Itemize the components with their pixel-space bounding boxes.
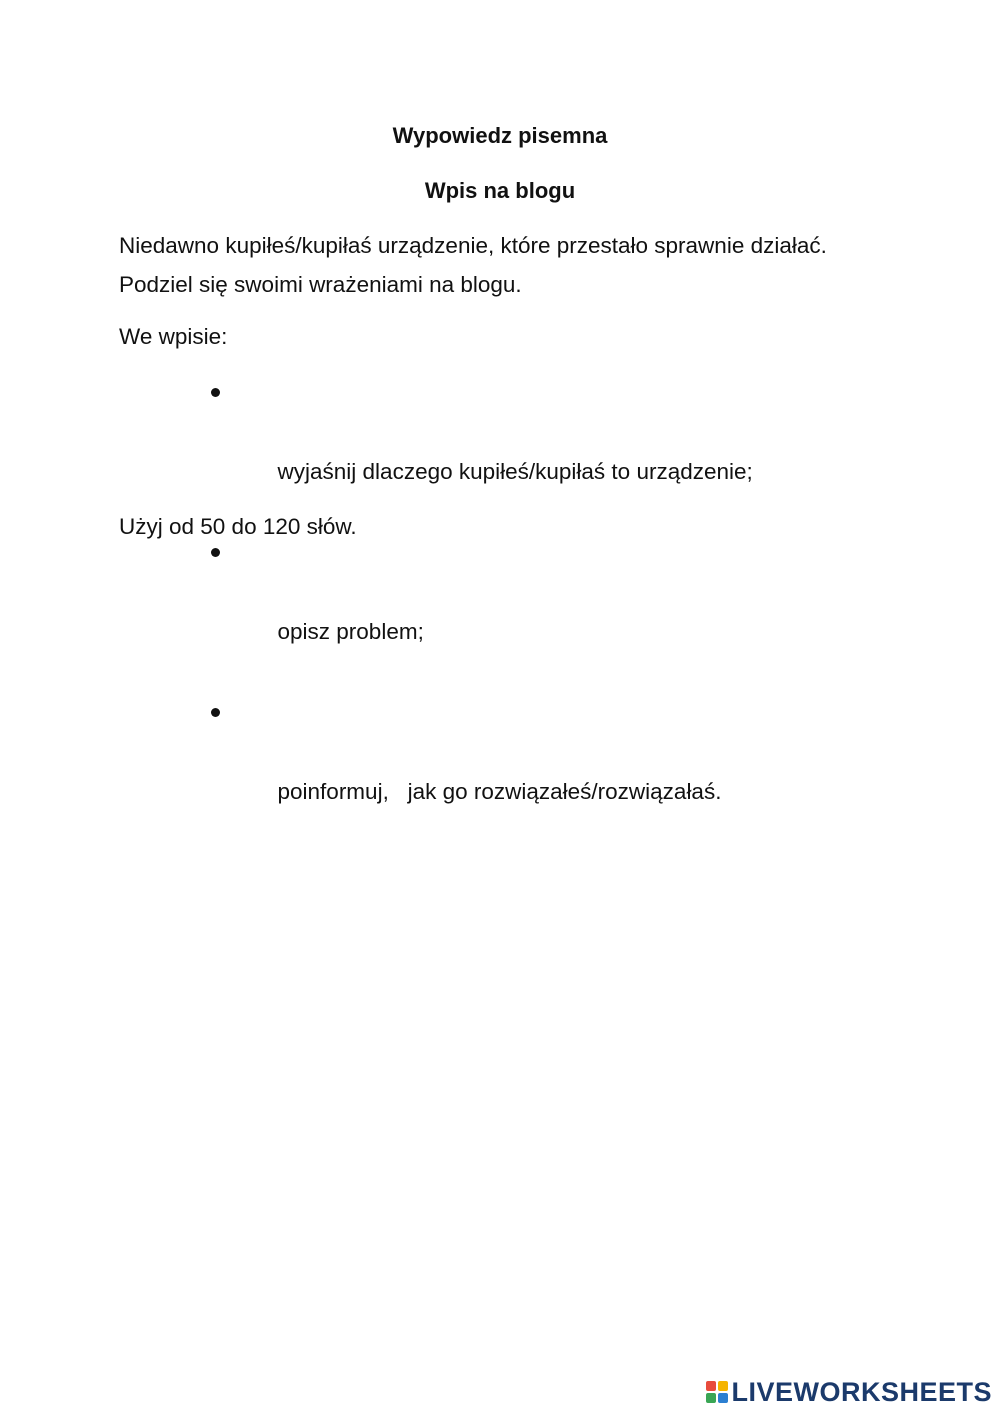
logo-square	[706, 1381, 716, 1391]
list-item-text: poinformuj, jak go rozwiązałeś/rozwiązałaś.	[277, 779, 722, 804]
bullet-icon	[211, 708, 220, 717]
bullet-icon	[211, 548, 220, 557]
document-subtitle: Wpis na blogu	[424, 178, 576, 203]
task-bullet-list	[207, 372, 753, 852]
list-item	[207, 532, 753, 692]
list-item-text: wyjaśnij dlaczego kupiłeś/kupiłaś to urządzenie;	[277, 459, 753, 484]
list-item-text: opisz problem;	[277, 619, 424, 644]
list-item	[207, 692, 753, 852]
brand-wordmark: LIVEWORKSHEETS	[731, 1377, 992, 1407]
logo-square	[718, 1393, 728, 1403]
logo-square	[718, 1381, 728, 1391]
document-title: Wypowiedz pisemna	[392, 123, 608, 148]
liveworksheets-brand	[706, 1377, 992, 1407]
task-intro: Niedawno kupiłeś/kupiłaś urządzenie, które przestało sprawnie działać. Podziel się swoimi wrażeniami na blogu.	[119, 233, 827, 297]
logo-square	[706, 1393, 716, 1403]
bullet-icon	[211, 388, 220, 397]
task-lead: We wpisie:	[119, 324, 228, 349]
liveworksheets-logo-icon	[706, 1381, 728, 1403]
word-limit-note: Użyj od 50 do 120 słów.	[119, 514, 357, 539]
